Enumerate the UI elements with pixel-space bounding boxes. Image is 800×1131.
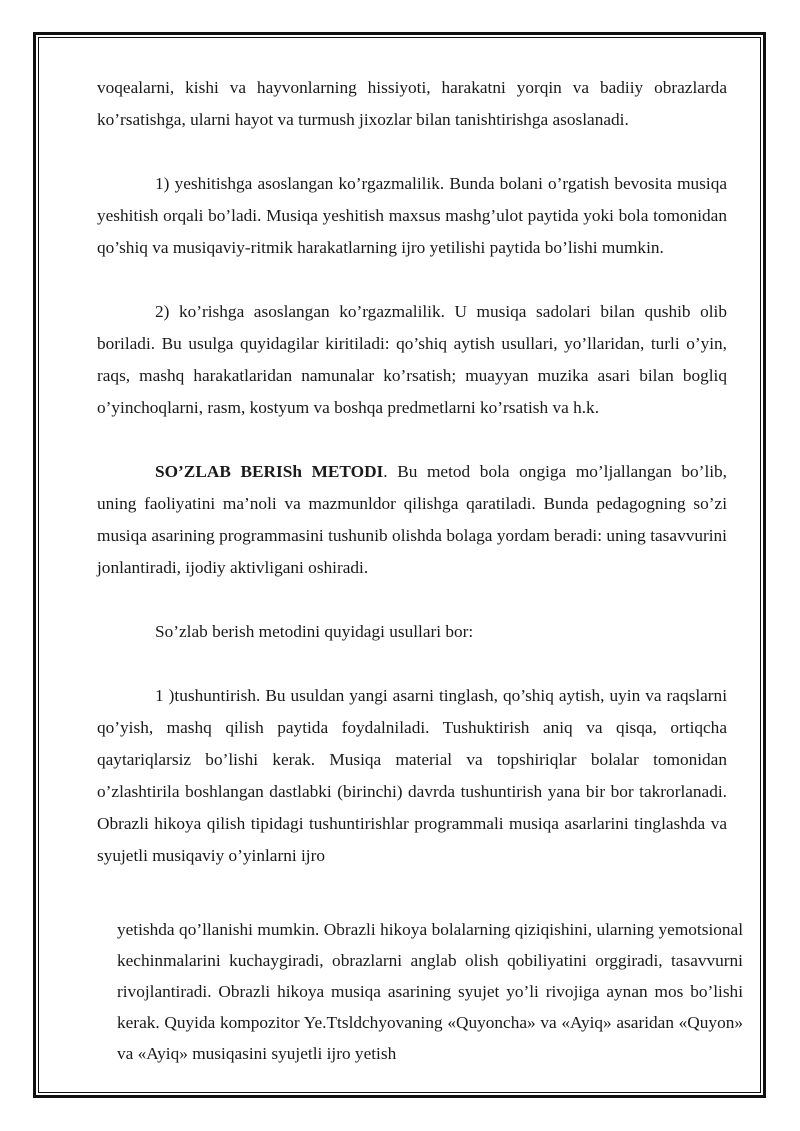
document-body (97, 72, 727, 872)
paragraph-visual-visualization: 2) ko’rishga asoslangan ko’rgazmalilik. U musiqa sadolari bilan qushib olib boriladi. Bu usulga quyidagilar kiritiladi: qo’shiq aytish usullari, yo’llaridan, turli o’yin, raqs, mashq harakatlaridan namunalar ko’rsatish; muayyan muzika asari bilan bogliq o’yinchoqlarni, rasm, kostyum va boshqa predmetlarni ko’rsatish va h.k. (97, 302, 727, 417)
paragraph-methods-intro: So’zlab berish metodini quyidagi usullari bor: (155, 622, 474, 641)
section-heading: SO’ZLAB BERISh METODI (155, 462, 384, 481)
paragraph-explanation: 1 )tushuntirish. Bu usuldan yangi asarni tinglash, qo’shiq aytish, uyin va raqslarni qo’yish, mashq qilish paytida foydalniladi. Tushuktirish aniq va qisqa, ortiqcha qaytariqlarsiz bo’lishi kerak. Musiqa material va topshiriqlar bolalar tomonidan o’zlashtirila boshlangan dastlabki (birinchi) davrda tushuntirish yana bir bor takrorlanadi. Obrazli hikoya qilish tipidagi tushuntirishlar programmali musiqa asarlarini tinglashda va syujetli musiqaviy o’yinlarni ijro (97, 686, 727, 865)
paragraph-intro: voqealarni, kishi va hayvonlarning hissiyoti, harakatni yorqin va badiiy obrazlarda ko’rsatishga, ularni hayot va turmush jixozlar bilan tanishtirishga asoslanadi. (97, 78, 727, 129)
paragraph-storytelling-method (97, 456, 727, 584)
section-heading-text: . Bu metod bola ongiga mo’ljallangan bo’lib, uning faoliyatini ma’noli va mazmunldor qilishga qaratiladi. Bunda pedagogning so’zi musiqa asarining programmasini tushunib olishda bolaga yordam beradi: uning tasavvurini jonlantiradi, ijodiy aktivligani oshiradi. (97, 462, 728, 577)
paragraph-auditory-visualization: 1) yeshitishga asoslangan ko’rgazmalilik. Bunda bolani o’rgatish bevosita musiqa yeshitish orqali bo’ladi. Musiqa yeshitish maxsus mashg’ulot paytida yoki bola tomonidan qo’shiq va musiqaviy-ritmik harakatlarning ijro yetilishi paytida bo’lishi mumkin. (97, 174, 727, 257)
paragraph-continuation: yetishda qo’llanishi mumkin. Obrazli hikoya bolalarning qiziqishini, ularning yemotsional kechinmalarini kuchaygiradi, obrazlarni anglab olish qobiliyatini orggiradi, tasavvurni rivojlantiradi. Obrazli hikoya musiqa asarining syujet yo’li rivojiga aynan mos bo’lishi kerak. Quyida kompozitor Ye.Ttsldchyovaning «Quyoncha» va «Ayiq» asaridan «Quyon» va «Ayiq» musiqasini syujetli ijro yetish (117, 920, 743, 1063)
